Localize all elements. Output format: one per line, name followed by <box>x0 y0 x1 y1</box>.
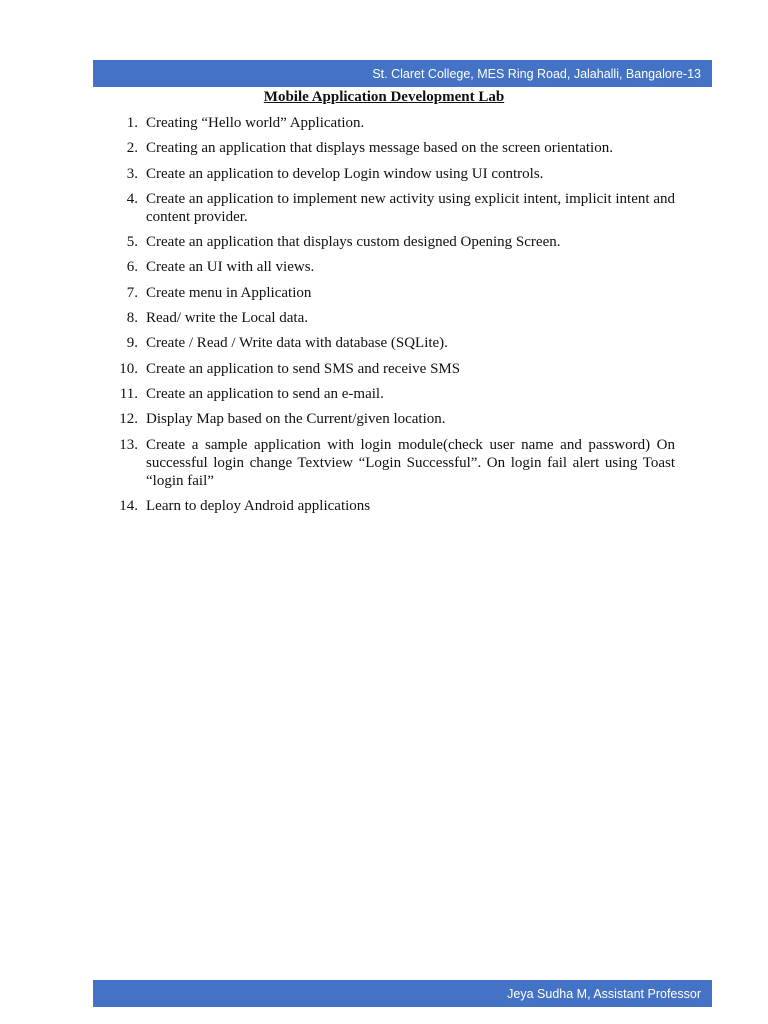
item-text: Create an UI with all views. <box>146 259 315 276</box>
item-number: 6. <box>126 259 138 276</box>
list-item <box>114 436 675 490</box>
item-number: 9. <box>126 335 138 352</box>
list-item <box>114 284 675 302</box>
list-item <box>114 190 675 226</box>
page-title: Mobile Application Development Lab <box>263 89 505 105</box>
footer-band <box>93 980 712 1007</box>
item-text: Read/ write the Local data. <box>146 310 309 327</box>
program-list <box>114 114 675 522</box>
item-text: Create an application to send an e-mail. <box>146 385 384 402</box>
item-number: 4. <box>126 190 138 207</box>
item-number: 5. <box>126 234 138 251</box>
item-number: 14. <box>119 497 138 514</box>
item-text: Display Map based on the Current/given location. <box>146 411 446 428</box>
list-item <box>114 165 675 183</box>
item-text: Creating an application that displays message based on the screen orientation. <box>146 140 613 157</box>
item-text: Learn to deploy Android applications <box>146 497 371 514</box>
item-number: 7. <box>126 284 138 301</box>
institution-address: St. Claret College, MES Ring Road, Jalahalli, Bangalore-13 <box>372 66 701 81</box>
item-number: 2. <box>126 140 138 157</box>
list-item <box>114 139 675 157</box>
item-text: Create an application to develop Login window using UI controls. <box>146 165 544 182</box>
item-text: Create a sample application with login module(check user name and password) On successful login change Textview “Login Successful”. On login fail alert using Toast “login fail” <box>146 436 675 489</box>
item-text: Create an application to implement new activity using explicit intent, implicit intent and content provider. <box>146 190 675 225</box>
list-item <box>114 258 675 276</box>
list-item <box>114 233 675 251</box>
item-text: Create / Read / Write data with database (SQLite). <box>146 335 448 352</box>
list-item <box>114 410 675 428</box>
list-item <box>114 309 675 327</box>
item-number: 10. <box>119 360 138 377</box>
item-number: 3. <box>126 165 138 182</box>
item-number: 8. <box>126 310 138 327</box>
header-band <box>93 60 712 87</box>
list-item <box>114 360 675 378</box>
item-number: 13. <box>119 436 138 453</box>
item-text: Creating “Hello world” Application. <box>146 115 365 131</box>
item-text: Create an application to send SMS and receive SMS <box>146 360 461 377</box>
list-item <box>114 497 675 515</box>
item-text: Create menu in Application <box>146 284 312 301</box>
list-item <box>114 334 675 352</box>
list-item <box>114 385 675 403</box>
item-number: 1. <box>126 115 138 131</box>
item-text: Create an application that displays custom designed Opening Screen. <box>146 234 561 251</box>
item-number: 11. <box>119 385 138 402</box>
author-credit: Jeya Sudha M, Assistant Professor <box>507 986 701 1001</box>
item-number: 12. <box>119 411 138 428</box>
list-item <box>114 114 675 132</box>
